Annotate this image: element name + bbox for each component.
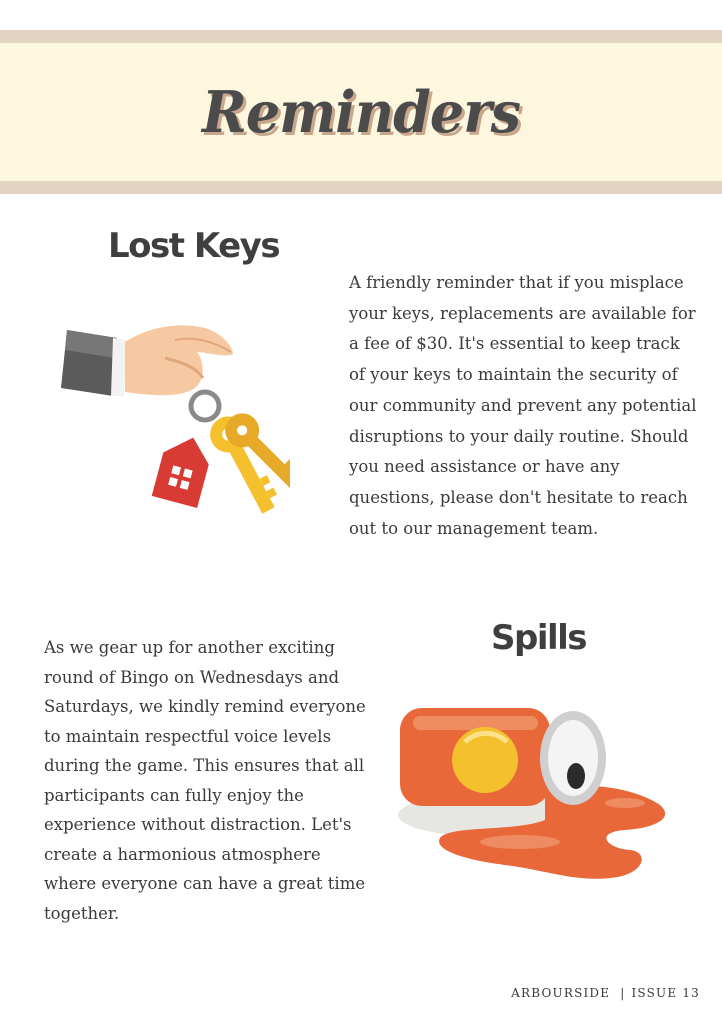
footer-separator: | [620,986,626,1000]
page-title: Reminders [201,78,521,146]
spilled-can-icon [395,700,675,890]
banner-stripe-top [0,30,722,43]
footer [511,986,700,1000]
banner-stripe-bottom [0,181,722,194]
spills-heading: Spills [491,618,587,658]
banner [0,43,722,181]
lost-keys-body: A friendly reminder that if you misplace your keys, replacements are available for a fee of $30. It's essential to keep track of your keys to maintain the security of our community and prevent any potential disruptions to your daily routine. Should you need assistance or have any questions, please don't hesitate to reach out to our management team. [349,273,697,538]
publication-name: ARBOURSIDE [511,986,611,1000]
hand-holding-keys-icon [55,318,290,523]
bingo-reminder-body: As we gear up for another exciting round of Bingo on Wednesdays and Saturdays, we kindly remind everyone to maintain respectful voice levels during the game. This ensures that all participants can fully enjoy the experience without distraction. Let's create a harmonious atmosphere where everyone can have a great time together. [44,638,366,923]
lost-keys-heading: Lost Keys [108,226,280,266]
issue-number: ISSUE 13 [631,986,700,1000]
